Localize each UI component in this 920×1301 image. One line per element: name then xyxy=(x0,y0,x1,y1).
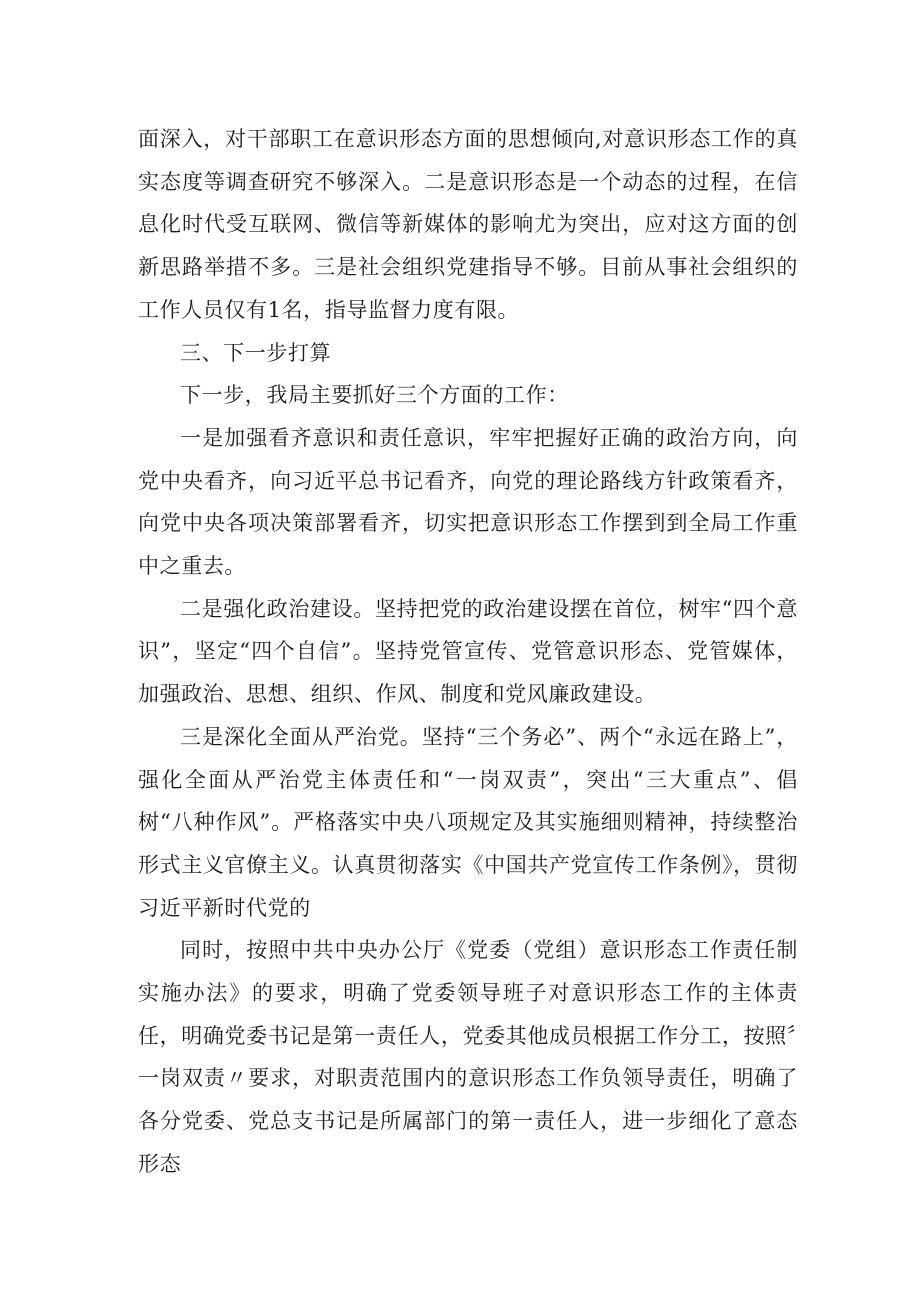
paragraph-intro: 下一步，我局主要抓好三个方面的工作： xyxy=(180,383,569,408)
paragraph-point-three: 三是深化全面从严治党。坚持“三个务必”、两个“永远在路上”，强化全面从严治党主体责任和“一岗双责”，突出“三大重点”、倡树“八种作风”。严格落实中央八项规定及其实施细则精神，持续整治形式主义官僚主义。认真贯彻落实《中国共产党宣传工作条例》，贯彻习近平新时代党的 xyxy=(138,724,798,920)
paragraph-responsibility: 同时，按照中共中央办公厅《党委（党组）意识形态工作责任制实施办法》的要求，明确了党委领导班子对意识形态工作的主体责任，明确党委书记是第一责任人，党委其他成员根据工作分工，按照〞一岗双责〃要求，对职责范围内的意识形态工作负领导责任，明确了各分党委、党总支书记是所属部门的第一责任人，进一步细化了意态形态 xyxy=(138,938,798,1176)
paragraph-point-two: 二是强化政治建设。坚持把党的政治建设摆在首位，树牢“四个意识”，坚定“四个自信”。坚持党管宣传、党管意识形态、党管媒体，加强政治、思想、组织、作风、制度和党风廉政建设。 xyxy=(138,596,798,707)
paragraph-point-one: 一是加强看齐意识和责任意识，牢牢把握好正确的政治方向，向党中央看齐，向习近平总书记看齐，向党的理论路线方针政策看齐，向党中央各项决策部署看齐，切实把意识形态工作摆到到全局工作重中之重去。 xyxy=(138,425,798,579)
document-body xyxy=(138,118,798,1186)
section-heading-next-steps: 三、下一步打算 xyxy=(180,340,332,365)
paragraph-continuation: 面深入，对干部职工在意识形态方面的思想倾向,对意识形态工作的真实态度等调查研究不够深入。二是意识形态是一个动态的过程，在信息化时代受互联网、微信等新媒体的影响尤为突出，应对这方面的创新思路举措不多。三是社会组织党建指导不够。目前从事社会组织的工作人员仅有1名，指导监督力度有限。 xyxy=(138,127,798,322)
